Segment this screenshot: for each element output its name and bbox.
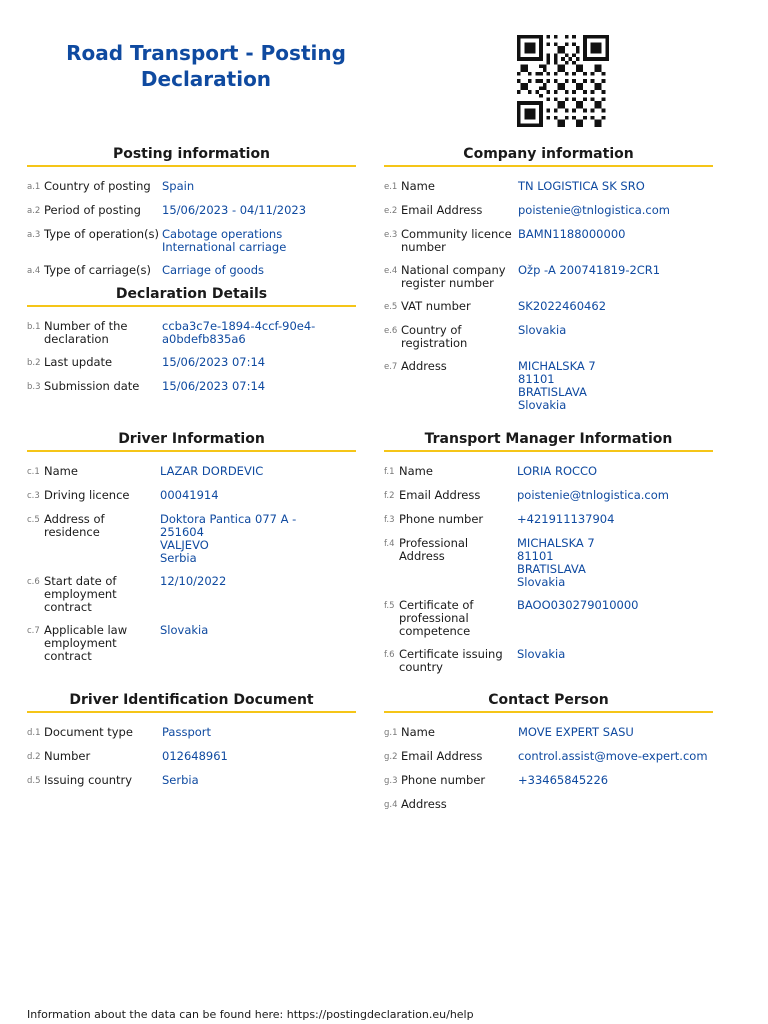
field-code: c.5	[27, 515, 40, 525]
field-row	[384, 599, 713, 638]
field-value: SK2022460462	[518, 299, 607, 313]
field-label: Name	[399, 464, 433, 478]
field-row	[27, 624, 356, 663]
field-code: d.1	[27, 728, 41, 738]
field-row	[384, 465, 713, 479]
field-value: ccba3c7e-1894-4ccf-90e4- a0bdefb835a6	[162, 319, 316, 346]
field-row	[384, 774, 713, 788]
field-label: Certificate issuing country	[399, 647, 503, 674]
field-code: f.2	[384, 491, 395, 501]
field-row	[27, 380, 356, 394]
field-row	[27, 228, 356, 254]
field-label: Start date of employment contract	[44, 574, 117, 614]
field-row	[384, 180, 713, 194]
field-row	[27, 180, 356, 194]
field-value: Slovakia	[518, 323, 567, 337]
company-information-section	[384, 145, 713, 422]
field-value: TN LOGISTICA SK SRO	[518, 179, 645, 193]
field-code: b.1	[27, 322, 41, 332]
field-row	[27, 264, 356, 278]
field-code: c.7	[27, 626, 40, 636]
field-label: Type of carriage(s)	[44, 263, 152, 277]
field-label: Address	[401, 797, 447, 811]
document-title	[56, 40, 356, 92]
field-row	[27, 726, 356, 740]
field-row	[384, 204, 713, 218]
field-label: Name	[401, 725, 435, 739]
field-label: Number of the declaration	[44, 319, 128, 346]
field-code: g.3	[384, 776, 398, 786]
field-row	[384, 537, 713, 589]
field-value: 15/06/2023 07:14	[162, 379, 266, 393]
field-value: 15/06/2023 07:14	[162, 355, 266, 369]
field-code: a.3	[27, 230, 41, 240]
field-value: LORIA ROCCO	[517, 464, 598, 478]
field-label: Address of residence	[44, 512, 105, 539]
field-value: poistenie@tnlogistica.com	[517, 488, 669, 502]
field-label: Email Address	[399, 488, 481, 502]
field-value: BAOO030279010000	[517, 598, 639, 612]
field-row	[384, 324, 713, 350]
field-code: f.4	[384, 539, 395, 549]
field-row	[384, 228, 713, 254]
field-value: Passport	[162, 725, 212, 739]
field-label: Certificate of professional competence	[399, 598, 474, 638]
section-title: Driver Identification Document	[27, 691, 356, 713]
field-label: Driving licence	[44, 488, 130, 502]
field-code: f.1	[384, 467, 395, 477]
field-code: a.4	[27, 266, 41, 276]
field-code: e.5	[384, 302, 398, 312]
field-value: 12/10/2022	[160, 574, 227, 588]
field-value: 15/06/2023 - 04/11/2023	[162, 203, 307, 217]
footer-help-text: Information about the data can be found here: https://postingdeclaration.eu/help	[27, 1008, 474, 1021]
field-value: Cabotage operations International carriage	[162, 227, 287, 254]
field-code: c.3	[27, 491, 40, 501]
field-code: e.7	[384, 362, 398, 372]
field-row	[384, 360, 713, 412]
field-code: b.2	[27, 358, 41, 368]
field-code: g.1	[384, 728, 398, 738]
field-value: Serbia	[162, 773, 199, 787]
field-code: f.3	[384, 515, 395, 525]
field-label: Document type	[44, 725, 133, 739]
field-label: VAT number	[401, 299, 471, 313]
field-value: Slovakia	[517, 647, 566, 661]
section-title: Contact Person	[384, 691, 713, 713]
posting-information-section	[27, 145, 356, 288]
driver-identification-document-section	[27, 691, 356, 798]
field-value: control.assist@move-expert.com	[518, 749, 708, 763]
qr-code	[514, 35, 612, 127]
field-value: Ožp -A 200741819-2CR1	[518, 263, 661, 277]
field-code: e.6	[384, 326, 398, 336]
field-label: Phone number	[401, 773, 486, 787]
field-value: MICHALSKA 7 81101 BRATISLAVA Slovakia	[518, 359, 596, 412]
field-value: 00041914	[160, 488, 219, 502]
qr-code-image	[514, 35, 612, 127]
field-code: a.2	[27, 206, 41, 216]
field-row	[27, 204, 356, 218]
transport-manager-section	[384, 430, 713, 684]
field-label: Email Address	[401, 749, 483, 763]
field-label: Address	[401, 359, 447, 373]
field-row	[27, 356, 356, 370]
title-line-2: Declaration	[140, 67, 272, 91]
field-row	[27, 465, 356, 479]
field-label: Country of registration	[401, 323, 468, 350]
field-code: e.1	[384, 182, 398, 192]
field-value: poistenie@tnlogistica.com	[518, 203, 670, 217]
section-title: Company information	[384, 145, 713, 167]
field-value: 012648961	[162, 749, 228, 763]
field-value: BAMN1188000000	[518, 227, 626, 241]
field-label: Period of posting	[44, 203, 141, 217]
contact-person-section	[384, 691, 713, 822]
section-title: Posting information	[27, 145, 356, 167]
field-row	[27, 320, 356, 346]
field-label: Submission date	[44, 379, 140, 393]
field-code: f.6	[384, 650, 395, 660]
field-code: e.2	[384, 206, 398, 216]
field-value: MOVE EXPERT SASU	[518, 725, 634, 739]
field-row	[384, 300, 713, 314]
field-label: Type of operation(s)	[44, 227, 159, 241]
field-value: MICHALSKA 7 81101 BRATISLAVA Slovakia	[517, 536, 595, 589]
field-row	[27, 750, 356, 764]
field-label: Phone number	[399, 512, 484, 526]
field-value: Doktora Pantica 077 A - 251604 VALJEVO Serbia	[160, 512, 297, 565]
field-code: c.6	[27, 577, 40, 587]
field-label: Name	[44, 464, 78, 478]
field-row	[384, 513, 713, 527]
field-label: Number	[44, 749, 91, 763]
field-value: Carriage of goods	[162, 263, 265, 277]
field-row	[384, 726, 713, 740]
field-value: +421911137904	[517, 512, 615, 526]
field-value: Slovakia	[160, 623, 209, 637]
field-label: Applicable law employment contract	[44, 623, 128, 663]
field-label: Last update	[44, 355, 113, 369]
field-label: Issuing country	[44, 773, 133, 787]
field-row	[384, 798, 713, 812]
field-code: c.1	[27, 467, 40, 477]
field-code: b.3	[27, 382, 41, 392]
field-row	[384, 750, 713, 764]
field-row	[27, 575, 356, 614]
field-label: Professional Address	[399, 536, 469, 563]
field-value	[518, 798, 713, 812]
field-value: +33465845226	[518, 773, 609, 787]
field-label: Country of posting	[44, 179, 151, 193]
field-label: Name	[401, 179, 435, 193]
declaration-details-section	[27, 285, 356, 404]
section-title: Driver Information	[27, 430, 356, 452]
field-code: a.1	[27, 182, 41, 192]
section-title: Declaration Details	[27, 285, 356, 307]
field-label: Community licence number	[401, 227, 512, 254]
field-code: g.4	[384, 800, 398, 810]
field-code: e.3	[384, 230, 398, 240]
field-label: National company register number	[401, 263, 506, 290]
field-row	[384, 264, 713, 290]
field-row	[27, 513, 356, 565]
field-value: Spain	[162, 179, 195, 193]
field-row	[384, 489, 713, 503]
field-code: e.4	[384, 266, 398, 276]
section-title: Transport Manager Information	[384, 430, 713, 452]
field-row	[27, 774, 356, 788]
field-value: LAZAR DORDEVIC	[160, 464, 264, 478]
field-code: d.5	[27, 776, 41, 786]
field-code: g.2	[384, 752, 398, 762]
field-row	[384, 648, 713, 674]
field-label: Email Address	[401, 203, 483, 217]
field-code: d.2	[27, 752, 41, 762]
field-row	[27, 489, 356, 503]
title-line-1: Road Transport - Posting	[66, 41, 346, 65]
driver-information-section	[27, 430, 356, 673]
field-code: f.5	[384, 601, 395, 611]
